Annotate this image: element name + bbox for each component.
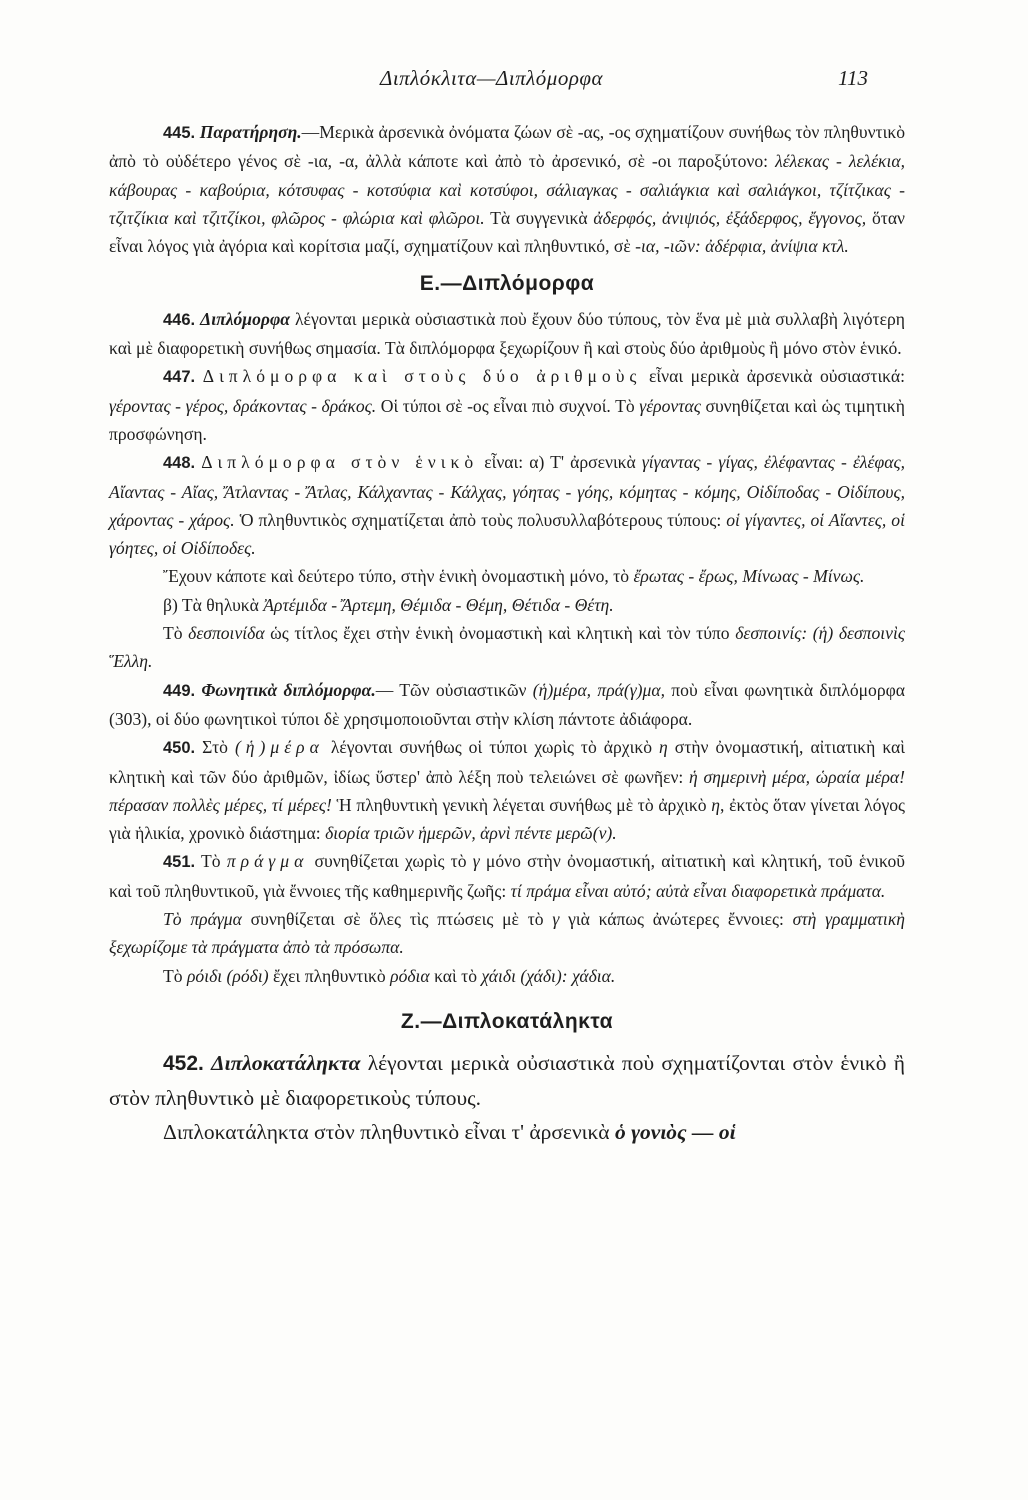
paragraph-448: 448. Διπλόμορφα στὸν ἑνικὸ εἶναι: α) Τ' ἀρσενικὰ γίγαντας - γίγας, ἐλέφαντας - ἐλέφας, Αἴαντας - Αἴας, Ἄτλαντας - Ἄτλας, Κάλχαντας - Κάλχας, γόητας - γόης, κόμητας - κόμης, Οἰδίποδας - Οἰδίπους, χάροντας - χάρος. Ὁ πληθυντικὸς σχηματίζεται ἀπὸ τοὺς πολυσυλλαβότερους τύπους: οἱ γίγαντες, οἱ Αἴαντες, οἱ γόητες, οἱ Οἰδίποδες. [109, 452, 905, 559]
paragraph-449: 449. Φωνητικὰ διπλόμορφα.— Τῶν οὐσιαστικῶν (ἡ)μέρα, πρά(γ)μα, ποὺ εἶναι φωνητικὰ διπλόμορφα (303), οἱ δύο φωνητικοὶ τύποι δὲ χρησιμοποιοῦνται στὴν κλίση πάντοτε ἀδιάφορα. [109, 679, 905, 729]
term: Διπλοκατάληκτα [211, 1051, 361, 1076]
paragraph-450: 450. Στὸ (ἡ)μέρα λέγονται συνήθως οἱ τύποι χωρὶς τὸ ἀρχικὸ η στὴν ὀνομαστική, αἰτιατικὴ καὶ κλητικὴ καὶ τῶν δύο ἀριθμῶν, ἰδίως ὕστερ' ἀπὸ λέξη ποὺ τελειώνει σὲ φωνῆεν: ἡ σημερινὴ μέρα, ὡραία μέρα! πέρασαν πολλὲς μέρες, τί μέρες! Ἡ πληθυντικὴ γενικὴ λέγεται συνήθως μὲ τὸ ἀρχικὸ η, ἐκτὸς ὅταν γίνεται λόγος γιὰ ἡλικία, χρονικὸ διάστημα: διορία τριῶν ἡμερῶν, ἀρνὶ πέντε μερῶ(ν). [109, 737, 906, 844]
term: Φωνητικὰ διπλόμορφα. [201, 679, 376, 700]
section-heading-z: Ζ.—Διπλοκατάληκτα [400, 1009, 614, 1033]
paragraph-445: 445. Παρατήρηση.—Μερικὰ ἀρσενικὰ ὀνόματα ζώων σὲ -ας, -ος σχηματίζουν συνήθως τὸν πληθυντικὸ ἀπὸ τὸ οὐδέτερο γένος σὲ -ια, -α, ἀλλὰ κάποτε καὶ ἀπὸ τὸ ἀρσενικό, σὲ -οι παροξύτονο: λέλεκας - λελέκια, κάβουρας - καβούρια, κότσυφας - κοτσύφια καὶ κοτσύφοι, σάλιαγκας - σαλιάγκια καὶ σαλιάγκοι, τζίτζικας - τζιτζίκια καὶ τζιτζίκοι, φλῶρος - φλώρια καὶ φλῶροι. Τὰ συγγενικὰ ἀδερφός, ἀνιψιός, ἐξάδερφος, ἔγγονος, ὅταν εἶναι λόγος γιὰ ἀγόρια καὶ κορίτσια μαζί, σχηματίζουν καὶ πληθυντικό, σὲ -ια, -ιῶν: ἀδέρφια, ἀνίψια κτλ. [109, 122, 905, 257]
section-heading-e: Ε.—Διπλόμορφα [419, 272, 595, 296]
paragraph-451-roidi: Τὸ ρόιδι (ρόδι) ἔχει πληθυντικὸ ρόδια καὶ τὸ χάιδι (χάδι): χάδια. [163, 965, 616, 986]
page-number: 113 [838, 66, 868, 90]
paragraph-452: 452. Διπλοκατάληκτα λέγονται μερικὰ οὐσιαστικὰ ποὺ σχηματίζονται στὸν ἑνικὸ ἢ στὸν πληθυντικὸ μὲ διαφορετικοὺς τύπους. [109, 1051, 905, 1111]
paragraph-448-feminine: β) Τὰ θηλυκὰ Ἀρτέμιδα - Ἄρτεμη, Θέμιδα - Θέμη, Θέτιδα - Θέτη. [163, 594, 614, 615]
running-head: Διπλόκλιτα—Διπλόμορφα [380, 66, 604, 90]
term: Διπλόμορφα [200, 308, 290, 329]
paragraph-446: 446. Διπλόμορφα λέγονται μερικὰ οὐσιαστικὰ ποὺ ἔχουν δύο τύπους, τὸν ἕνα μὲ μιὰ συλλαβὴ λιγότερη καὶ μὲ διαφορετικὴ συνήθως σημασία. Τὰ διπλόμορφα ξεχωρίζουν ἢ καὶ στοὺς δύο ἀριθμοὺς ἢ μόνο στὸν ἑνικό. [109, 308, 905, 359]
paragraph-447: 447. Διπλόμορφα καὶ στοὺς δύο ἀριθμοὺς εἶναι μερικὰ ἀρσενικὰ οὐσιαστικά: γέροντας - γέρος, δράκοντας - δράκος. Οἱ τύποι σὲ -ος εἶναι πιὸ συχνοί. Τὸ γέροντας συνηθίζεται καὶ ὡς τιμητικὴ προσφώνηση. [109, 366, 905, 444]
paragraph-451-pragma: Τὸ πράγμα συνηθίζεται σὲ ὅλες τὶς πτώσεις μὲ τὸ γ γιὰ κάπως ἀνώτερες ἔννοιες: στὴ γραμματικὴ ξεχωρίζομε τὰ πράγματα ἀπὸ τὰ πρόσωπα. [109, 909, 905, 958]
paragraph-452-block [109, 1046, 905, 1149]
paragraph-452-plural: Διπλοκατάληκτα στὸν πληθυντικὸ εἶναι τ' ἀρσενικὰ ὁ γονιὸς — οἱ [163, 1120, 736, 1145]
paragraph-number: 445. [163, 124, 196, 142]
paragraph-448-despoinis: Τὸ δεσποινίδα ὡς τίτλος ἔχει στὴν ἑνικὴ ὀνομαστικὴ καὶ κλητικὴ καὶ τὸν τύπο δεσποινίς: (ἡ) δεσποινὶς Ἕλλη. [109, 623, 905, 672]
note-label: Παρατήρηση. [199, 122, 302, 142]
spaced-term: Διπλόμορφα στὸν ἑνικὸ [201, 452, 479, 473]
paragraph-448-second-form: Ἔχουν κάποτε καὶ δεύτερο τύπο, στὴν ἑνικὴ ὀνομαστικὴ μόνο, τὸ ἔρωτας - ἔρως, Μίνωας - Μίνως. [163, 566, 865, 587]
body-text [109, 118, 905, 1149]
paragraph-451: 451. Τὸ πράγμα συνηθίζεται χωρὶς τὸ γ μόνο στὴν ὀνομαστική, αἰτιατικὴ καὶ κλητική, τοῦ ἑνικοῦ καὶ τοῦ πληθυντικοῦ, γιὰ ἔννοιες τῆς καθημερινῆς ζωῆς: τί πράμα εἶναι αὐτό; αὐτὰ εἶναι διαφορετικὰ πράματα. [109, 851, 905, 901]
spaced-term: Διπλόμορφα καὶ στοὺς δύο ἀριθμοὺς [202, 366, 642, 387]
